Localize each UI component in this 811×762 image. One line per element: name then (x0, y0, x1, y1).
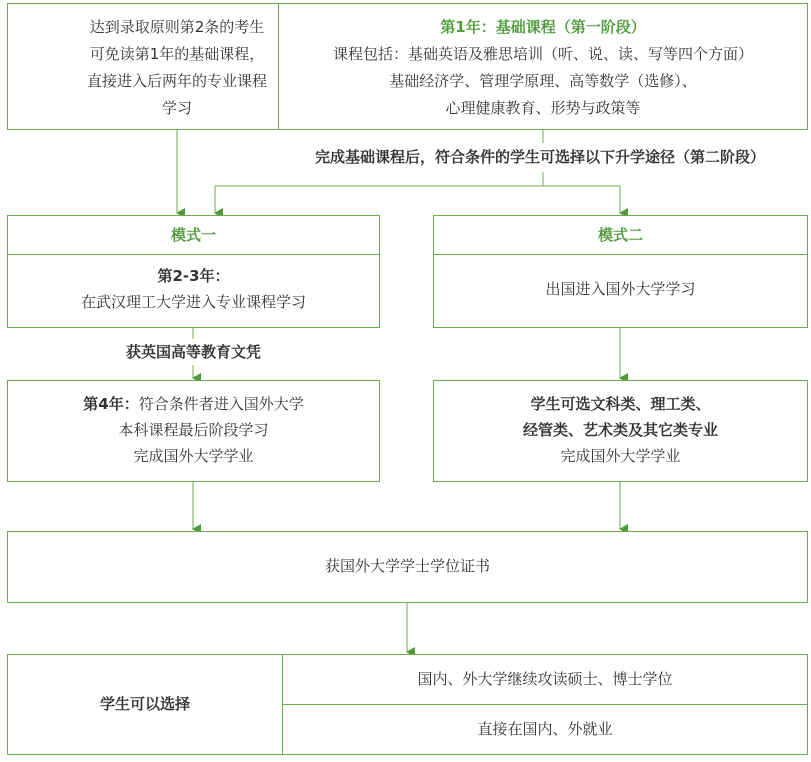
mode1-year4-text: 符合条件者进入国外大学 (138, 395, 304, 413)
mode2-header (434, 216, 807, 255)
choice-divider-horizontal (283, 704, 807, 705)
mode1-year4-line-1 (8, 392, 379, 417)
choice-label: 学生可以选择 (99, 695, 190, 713)
mode1-header (8, 216, 379, 255)
mode1-years-label: 第2-3年： (157, 267, 230, 285)
mode1-header-label: 模式一 (170, 226, 216, 244)
direct-entry-line-3: 直接进入后两年的专业课程 (86, 72, 267, 90)
choice-option-1: 国内、外大学继续攻读硕士、博士学位 (417, 670, 673, 688)
mode2-majors-line-1: 学生可选文科类、理工类、 (530, 395, 711, 413)
mode2-majors-line-2: 经管类、艺术类及其它类专业 (522, 421, 718, 439)
direct-entry-line-4: 学习 (161, 99, 192, 117)
year1-line-3: 心理健康教育、形势与政策等 (445, 99, 641, 117)
direct-entry-line-1: 达到录取原则第2条的考生 (89, 18, 265, 36)
year1-foundation-box (278, 3, 808, 130)
mode1-year4-line-3: 完成国外大学学业 (133, 447, 254, 465)
mode2-text: 出国进入国外大学学习 (545, 280, 696, 298)
uk-diploma-label: 获英国高等教育文凭 (125, 343, 261, 361)
mode2-header-label: 模式二 (597, 226, 643, 244)
choice-box (7, 654, 808, 755)
choice-option-2: 直接在国内、外就业 (477, 720, 613, 738)
mode2-box (433, 215, 808, 328)
mode1-year4-bold: 第4年： (83, 395, 139, 413)
mode1-years-text: 在武汉理工大学进入专业课程学习 (80, 293, 306, 311)
mode1-year4-box (7, 380, 380, 482)
degree-box (7, 531, 808, 603)
mode2-majors-box (433, 380, 808, 482)
degree-text: 获国外大学学士学位证书 (324, 557, 490, 575)
stage2-label: 完成基础课程后，符合条件的学生可选择以下升学途径（第二阶段） (314, 148, 765, 166)
mode1-box (7, 215, 380, 328)
year1-line-2: 基础经济学、管理学原理、高等数学（选修）、 (389, 72, 697, 90)
mode2-majors-line-3: 完成国外大学学业 (560, 447, 681, 465)
year1-line-1: 课程包括：基础英语及雅思培训（听、说、读、写等四个方面） (332, 45, 753, 63)
mode1-year4-line-2: 本科课程最后阶段学习 (118, 421, 269, 439)
direct-entry-line-2: 可免读第1年的基础课程， (89, 45, 265, 63)
year1-title: 第1年：基础课程（第一阶段） (440, 18, 646, 36)
